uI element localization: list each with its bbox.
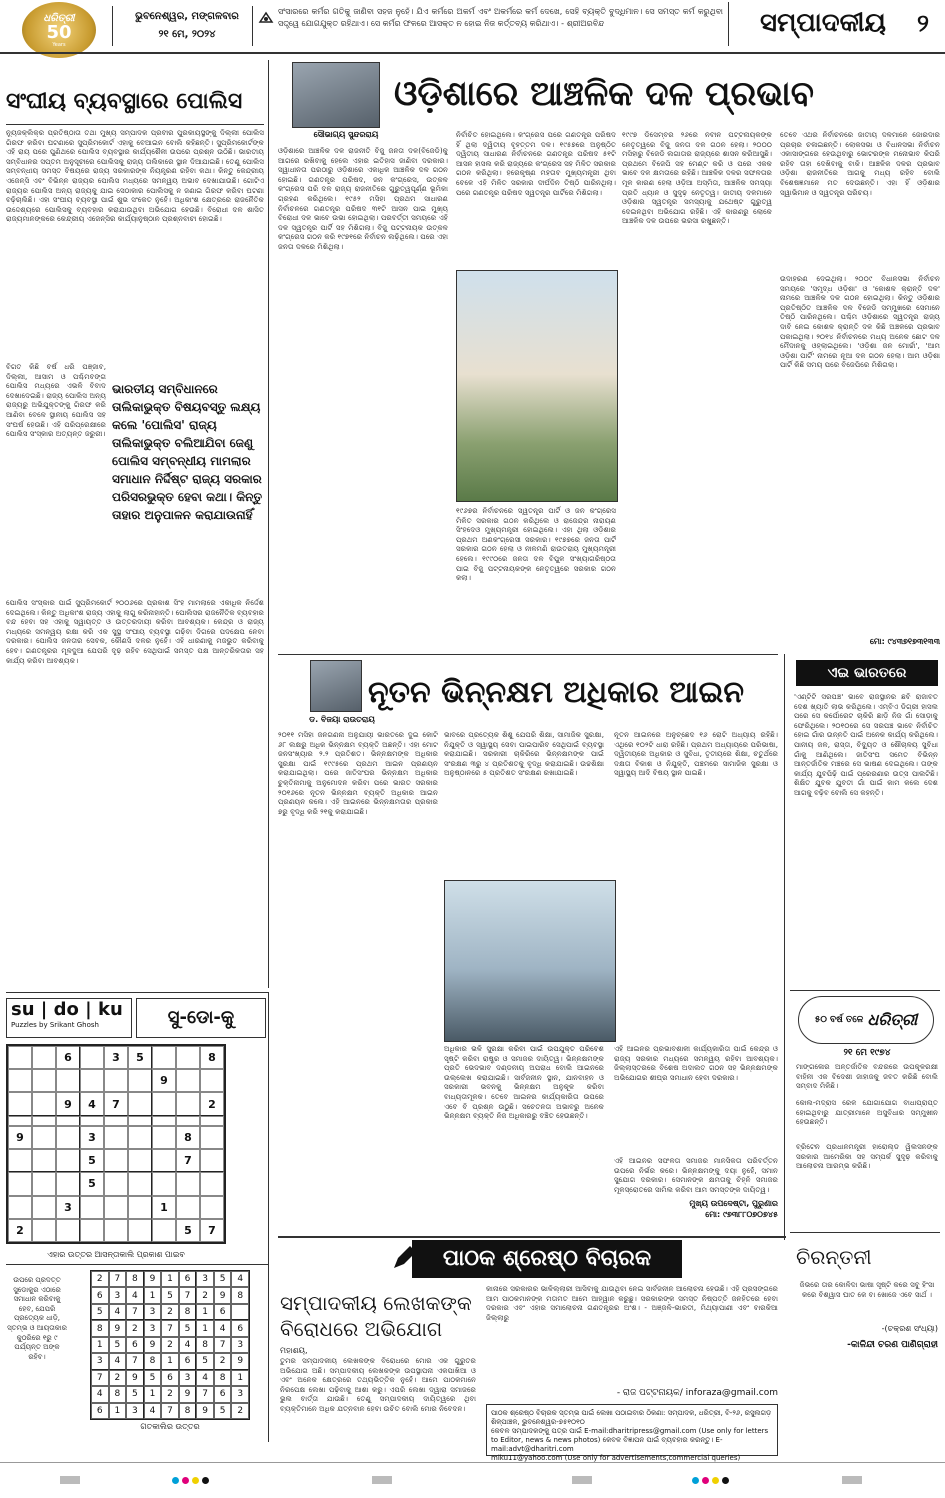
sudoku-answer-cell: 1 — [109, 1403, 127, 1419]
left-article-body3: ପୋଲିସ ସଂସ୍କାର ପାଇଁ ସୁପ୍ରିମକୋର୍ଟ ୨୦୦୬ରେ ପ୍ରକାଶ ସିଂହ ମାମଲାରେ ଏକାଧିକ ନିର୍ଦ୍ଦେଶ ଦେଇଥିଲେ। କିନ୍ତୁ ଅଧିକାଂଶ ରାଜ୍ୟ ଏହାକୁ ଲାଗୁ କରିନାହାନ୍ତି। ପୋଲିସର ରାଜନୈତିକ ବ୍ୟବହାର ବନ୍ଦ ହେବା ସହ ଏହାକୁ ସ୍ୱାୟତ୍ତ ଓ ଉତ୍ତରଦାୟୀ କରିବା ଆବଶ୍ୟକ। କେନ୍ଦ୍ର ଓ ରାଜ୍ୟ ମଧ୍ୟରେ ସମନ୍ୱୟ ରକ୍ଷା କରି ଏକ ସୁସ୍ଥ ସଂଘୀୟ ବ୍ୟବସ୍ଥା ଗଢ଼ିବା ଦିଗରେ ପଦକ୍ଷେପ ନେବା ଦରକାର। ପୋଲିସ ଜନତାର ସେବକ, କୌଣସି ଦଳର ନୁହେଁ। ଏହି ଧାରଣାକୁ ମଜଭୁତ କରିବାକୁ ହେବ। ଗଣତନ୍ତ୍ରର ମୂଳଦୁଆ ଯେପରି ଦୃଢ଼ ରହିବ ସେଥିପାଇଁ ସମସ୍ତ ପକ୍ଷ ଆନ୍ତରିକତାର ସହ କାର୍ଯ୍ୟ କରିବା ଆବଶ୍ୟକ। — [6, 598, 264, 665]
lead-article-author: ସୌଭାଗ୍ୟ ସୁନ୍ଦରରାୟ — [313, 130, 379, 139]
sudoku-answer-cell: 8 — [214, 1370, 232, 1386]
second-article-body4: ଅଧିକାର ଭଳି ସୁରକ୍ଷା କରିବା ପାଇଁ ଉପଯୁକ୍ତ ପରିବେଶ ସୃଷ୍ଟି କରିବା ରାଷ୍ଟ୍ର ଓ ସମାଜର ଦାୟିତ୍ୱ। ଭିନ୍ନକ୍ଷମଙ୍କ ପ୍ରତି ଭେଦଭାବ ଦଣ୍ଡନୀୟ ଅପରାଧ ବୋଲି ଆଇନରେ ଉଲ୍ଲେଖ କରାଯାଇଛି। ସାର୍ବଜନୀନ ସ୍ଥାନ, ଯାନବାହନ ଓ ସରକାରୀ ଭବନକୁ ଭିନ୍ନକ୍ଷମ ଅନୁକୂଳ କରିବା ବାଧ୍ୟତାମୂଳକ। ତେବେ ଆଇନର କାର୍ଯ୍ୟକାରିତା ଉପରେ ଏବେ ବି ପ୍ରଶ୍ନ ଉଠୁଛି। ସଚେତନତା ଅଭାବରୁ ଅନେକ ଭିନ୍ନକ୍ଷମ ବ୍ୟକ୍ତି ନିଜ ଅଧିକାରରୁ ବଞ୍ଚିତ ହେଉଛନ୍ତି। — [444, 1044, 604, 1121]
sudoku-answer-cell: 1 — [196, 1304, 214, 1320]
sudoku-cell — [152, 1126, 176, 1149]
sudoku-cell: 9 — [8, 1126, 32, 1149]
sudoku-answer-cell: 9 — [231, 1353, 249, 1369]
sudoku-cell — [152, 1219, 176, 1242]
sudoku-answer-cell: 8 — [144, 1353, 162, 1369]
sudoku-answer-cell: 8 — [231, 1287, 249, 1303]
sudoku-answer-cell: 5 — [144, 1370, 162, 1386]
sudoku-answer-cell: 1 — [231, 1370, 249, 1386]
sudoku-answer-cell: 4 — [126, 1287, 144, 1303]
second-article-body2: ଭାବରେ ପ୍ରତ୍ୟେକ ଶିଶୁ ଯେପରି ଶିକ୍ଷା, ସାମାଜିକ ସୁରକ୍ଷା, ନିଯୁକ୍ତି ଓ ସ୍ୱାସ୍ଥ୍ୟ ସେବା ପାଇପାରିବ ସେଥିପାଇଁ ବ୍ୟବସ୍ଥା କରାଯାଇଛି। ସରକାରୀ ଚାକିରିରେ ଭିନ୍ନକ୍ଷମଙ୍କ ପାଇଁ ସଂରକ୍ଷଣ ୩ରୁ ୪ ପ୍ରତିଶତକୁ ବୃଦ୍ଧି କରାଯାଇଛି। ଉଚ୍ଚଶିକ୍ଷା ଅନୁଷ୍ଠାନରେ ୫ ପ୍ରତିଶତ ସଂରକ୍ଷଣ ରଖାଯାଇଛି। — [444, 730, 604, 778]
sudoku-cell — [104, 1172, 128, 1195]
sudoku-cell: 8 — [176, 1126, 200, 1149]
sudoku-answer-cell — [231, 1304, 249, 1320]
sudoku-cell — [32, 1116, 56, 1126]
sudoku-subtitle: Puzzles by Srikant Ghosh — [11, 1021, 99, 1029]
sudoku-note: ଏହାର ଉତ୍ତର ଆସନ୍ତାକାଲି ପ୍ରକାଶ ପାଇବ — [47, 1250, 185, 1259]
archive-item-1: ମାଙ୍ଗଳୋର ଅନ୍ତର୍ଜାତିକ ବନ୍ଦରରେ ଉପକୂଳରକ୍ଷୀ ବାହିନୀ ଏକ ବିଦେଶୀ ଜାହାଜକୁ ଜବତ କରିଛି ବୋଲି ସମ୍ବାଦ ମିଳିଛି। — [796, 1062, 938, 1091]
sudoku-cell: 7 — [176, 1149, 200, 1172]
sudoku-answer-cell: 7 — [161, 1320, 179, 1336]
sudoku-answer-cell: 1 — [196, 1320, 214, 1336]
archive-date: ୨୧ ମେ ୧୯୭୪ — [843, 1048, 891, 1058]
left-article-headline: ସଂଘୀୟ ବ୍ୟବସ୍ଥାରେ ପୋଲିସ — [6, 89, 243, 114]
sudoku-answer-caption: ଗତକାଲିର ଉତ୍ତର — [140, 1422, 200, 1431]
readers-letter-salutation: ମହାଶୟ, — [280, 1346, 308, 1355]
daily-quote: ସଂସାରରେ କର୍ମର ଗତିକୁ ଜାଣିବା ସହଜ ନୁହେଁ। ଯିଏ କର୍ମରେ ଅକର୍ମ ଏବଂ ଅକର୍ମରେ କର୍ମ ଦେଖେ, ସେହି ବ୍ୟକ୍ତି ବୁଦ୍ଧିମାନ। ସେ ସମସ୍ତ କର୍ମ କରୁଥିବା ସତ୍ତ୍ୱେ ଯୋଗଯୁକ୍ତ ରହିଥାଏ। ସେ କର୍ମର ଫଳରେ ଆସକ୍ତ ନ ହୋଇ ନିଜ କର୍ତ୍ତବ୍ୟ କରିଥାଏ। - ଶ୍ରୀଅରବିନ୍ଦ — [278, 7, 723, 28]
sudoku-cell — [128, 1196, 152, 1219]
wheelchair-achiever-photo — [444, 880, 616, 1042]
sudoku-cell — [8, 1116, 32, 1126]
sudoku-cell — [128, 1092, 152, 1115]
sudoku-answer-cell: 5 — [196, 1353, 214, 1369]
sudoku-answer-cell: 7 — [109, 1271, 127, 1287]
archive-item-2: କୋଲ-ମଦ୍ରାସ ରେଳ ଯୋଗାଯୋଗ ବାଧାପ୍ରାପ୍ତ ହୋଇଥିବାରୁ ଯାତ୍ରୀମାନେ ଅସୁବିଧାର ସମ୍ମୁଖୀନ ହେଉଛନ୍ତି। — [796, 1098, 938, 1127]
sudoku-cell — [56, 1219, 80, 1242]
sudoku-answer-cell: 6 — [179, 1271, 197, 1287]
sudoku-cell — [152, 1116, 176, 1126]
sudoku-cell — [32, 1046, 56, 1069]
sudoku-answer-cell: 7 — [214, 1337, 232, 1353]
sudoku-answer-cell: 3 — [144, 1320, 162, 1336]
ei-bharat-body: 'ଏଣ୍ଟିଟି ସରପଞ୍ଚ' ଭାବେ ରାଜସ୍ଥାନର ଛବି ରାଜାବତ ଦେଶ ଖ୍ୟାତି ଲାଭ କରିଥିଲେ। ଏମ୍‌ବିଏ ଡିଗ୍ରୀ ହାସଲ ପରେ ସେ କର୍ପୋରେଟ ଚାକିରି ଛାଡ଼ି ନିଜ ଗାଁ ସୋଡ଼ାକୁ ଫେରିଥିଲେ। ୨୦୧୦ରେ ସେ ସରପଞ୍ଚ ଭାବେ ନିର୍ବାଚିତ ହୋଇ ଗାଁର ଉନ୍ନତି ପାଇଁ ଅନେକ କାର୍ଯ୍ୟ କରିଥିଲେ। ପାନୀୟ ଜଳ, ରାସ୍ତା, ବିଦ୍ୟୁତ ଓ ଶୌଚାଳୟ ସୁବିଧା ଗାଁକୁ ଆଣିଥିଲେ। ଜାତିସଂଘ ସମେତ ବିଭିନ୍ନ ଆନ୍ତର୍ଜାତିକ ମଞ୍ଚରେ ସେ ଭାଷଣ ଦେଇଥିଲେ। ତାଙ୍କ କାର୍ଯ୍ୟ ଯୁବପିଢ଼ି ପାଇଁ ପ୍ରେରଣାର ଉତ୍ସ ପାଲଟିଛି। ଶିକ୍ଷିତ ଯୁବକ ଯୁବତୀ ଗାଁ ପାଇଁ କାମ କଲେ ଦେଶ ଆଗକୁ ବଢ଼ିବ ବୋଲି ସେ କହନ୍ତି। — [794, 692, 938, 797]
sudoku-cell: 3 — [80, 1126, 104, 1149]
sudoku-answer-cell: 9 — [196, 1403, 214, 1419]
sudoku-title-odia: ସୁ-ଡୋ-କୁ — [136, 998, 266, 1038]
sudoku-answer-cell: 4 — [144, 1403, 162, 1419]
archive-logo — [798, 996, 934, 1044]
left-article-pullquote: ଭାରତୀୟ ସମ୍ବିଧାନରେ ତାଲିକାଭୁକ୍ତ ବିଷୟବସ୍ତୁ ଲକ୍ଷ୍ୟ କଲେ 'ପୋଲିସ' ରାଜ୍ୟ ତାଲିକାଭୁକ୍ତ ବଲିଆଯିବା ଜେଣୁ ପୋଲିସ ସମ୍ବନ୍ଧୀୟ ମାମଲାର ସମାଧାନ ନିର୍ଦ୍ଦିଷ୍ଟ ରାଜ୍ୟ ସରକାର ପରିସରଭୁକ୍ତ ହେବା କଥା। କିନ୍ତୁ ତାହାର ଅନୁପାଳନ କରାଯାଉନାହିଁ — [112, 382, 262, 522]
lead-article-body1: ଓଡ଼ିଶାରେ ଆଞ୍ଚଳିକ ଦଳ ରାଜନୀତି ବିଜୁ ଜନତା ଦଳ(ବିଜେଡି)କୁ ଆଗରେ ରଖିବାକୁ ହେଲେ ଏହାର ଇତିହାସ ଜାଣିବା ଦରକାର। ସ୍ୱାଧୀନତା ପରଠାରୁ ଓଡ଼ିଶାରେ ଏକାଧିକ ଆଞ୍ଚଳିକ ଦଳ ଗଠନ ହୋଇଛି। ଗଣତନ୍ତ୍ର ପରିଷଦ, ଜନ କଂଗ୍ରେସ, ଉତ୍କଳ କଂଗ୍ରେସ ପରି ଦଳ ରାଜ୍ୟ ରାଜନୀତିରେ ଗୁରୁତ୍ୱପୂର୍ଣ୍ଣ ଭୂମିକା ଗ୍ରହଣ କରିଥିଲେ। ୧୯୫୨ ମସିହା ପ୍ରଥମ ସାଧାରଣ ନିର୍ବାଚନରେ ଗଣତନ୍ତ୍ର ପରିଷଦ ୩୧ଟି ଆସନ ପାଇ ମୁଖ୍ୟ ବିରୋଧୀ ଦଳ ଭାବେ ଉଭା ହୋଇଥିଲା। ପରବର୍ତ୍ତୀ ସମୟରେ ଏହି ଦଳ ସ୍ୱତନ୍ତ୍ର ପାର୍ଟି ସହ ମିଶିଗଲା। ବିଜୁ ପଟ୍ଟନାୟକ ଉତ୍କଳ କଂଗ୍ରେସ ଗଠନ କରି ୧୯୭୧ରେ ନିର୍ବାଚନ ଲଢ଼ିଥିଲେ। ପରେ ଏହା ଜନତା ଦଳରେ ମିଶିଥିଲା। — [278, 146, 448, 251]
newspaper-logo — [22, 2, 108, 58]
sudoku-cell — [80, 1116, 104, 1126]
readers-contact-box — [486, 1404, 778, 1462]
sudoku-answer-cell: 4 — [179, 1337, 197, 1353]
sudoku-answer-cell: 6 — [179, 1353, 197, 1369]
ei-bharat-title: ଏଇ ଭାରତରେ — [796, 660, 938, 686]
author-photo — [292, 62, 380, 128]
sudoku-answer-cell: 2 — [126, 1320, 144, 1336]
sudoku-cell — [200, 1126, 224, 1149]
sudoku-answer-cell: 6 — [231, 1320, 249, 1336]
sudoku-cell — [56, 1149, 80, 1172]
sudoku-answer-cell: 8 — [196, 1337, 214, 1353]
sudoku-cell — [32, 1219, 56, 1242]
sudoku-cell — [56, 1116, 80, 1126]
sudoku-answer-cell: 2 — [196, 1287, 214, 1303]
sudoku-cell: 9 — [152, 1069, 176, 1092]
chirantani-source: -(ଚକ୍ରଶ ସଂଧ୍ୟା) — [881, 1324, 938, 1333]
sudoku-cell: 9 — [56, 1092, 80, 1115]
sudoku-answer-cell: 6 — [91, 1287, 109, 1303]
sudoku-cell — [176, 1196, 200, 1219]
readers-contact-ads: miku11@yahoo.com (Use only for advertisements,commercial queries) — [491, 1454, 741, 1462]
sudoku-answer-cell: 5 — [179, 1320, 197, 1336]
sudoku-answer-cell: 7 — [126, 1353, 144, 1369]
sudoku-cell: 5 — [176, 1219, 200, 1242]
sudoku-cell — [176, 1069, 200, 1092]
left-article-body2: ବିଗତ କିଛି ବର୍ଷ ଧରି ପଞ୍ଜାବ, ଦିଲ୍ଲୀ, ଆସାମ ଓ ପଶ୍ଚିମବଙ୍ଗ ପୋଲିସ ମଧ୍ୟରେ ଏଭଳି ବିବାଦ ଦେଖାଦେଇଛି। ରାଜ୍ୟ ପୋଲିସ ଅନ୍ୟ ରାଜ୍ୟରୁ ଅଭିଯୁକ୍ତଙ୍କୁ ଗିରଫ କରି ଆଣିବା ବେଳେ ସ୍ଥାନୀୟ ପୋଲିସ ସହ ସଂଘର୍ଷ ହେଉଛି। ଏହି ପରିପ୍ରେକ୍ଷୀରେ ପୋଲିସ ସଂସ୍କାର ଅତ୍ୟନ୍ତ ଜରୁରୀ। — [6, 362, 106, 439]
sudoku-cell — [200, 1149, 224, 1172]
second-article-headline: ନୂତନ ଭିନ୍ନକ୍ଷମ ଅଧିକାର ଆଇନ — [368, 675, 745, 710]
sudoku-answer-cell: 7 — [91, 1370, 109, 1386]
sudoku-cell — [8, 1092, 32, 1115]
sudoku-answer-cell: 2 — [109, 1370, 127, 1386]
sudoku-cell — [8, 1149, 32, 1172]
sudoku-answer-cell: 3 — [231, 1386, 249, 1402]
sudoku-answer-grid — [90, 1270, 250, 1420]
sudoku-cell — [8, 1172, 32, 1195]
sudoku-cell — [104, 1149, 128, 1172]
sudoku-answer-cell: 9 — [126, 1370, 144, 1386]
sudoku-cell — [152, 1172, 176, 1195]
sudoku-cell — [128, 1172, 152, 1195]
readers-banner: ପାଠକ ଶ୍ରେଷ୍ଠ ବିଚାରକ — [412, 1240, 682, 1278]
issue-place-day: ଭୁବନେଶ୍ୱର, ମଙ୍ଗଳବାର — [135, 11, 239, 22]
sudoku-cell — [80, 1069, 104, 1092]
sudoku-cell: 3 — [56, 1196, 80, 1219]
logo-name: ଧରିତ୍ରୀ — [43, 12, 75, 24]
readers-letter-title: ସମ୍ପାଦକୀୟ ଲେଖକଙ୍କ ବିରୋଧରେ ଅଭିଯୋଗ — [280, 1291, 472, 1341]
sudoku-answer-cell: 9 — [179, 1386, 197, 1402]
section-title: ସମ୍ପାଦକୀୟ — [760, 8, 886, 38]
sudoku-cell: 5 — [128, 1046, 152, 1069]
sudoku-cell — [152, 1149, 176, 1172]
sudoku-cell — [128, 1069, 152, 1092]
sudoku-answer-cell: 9 — [144, 1271, 162, 1287]
sudoku-cell — [80, 1196, 104, 1219]
sudoku-cell — [56, 1126, 80, 1149]
readers-contact-email: କେବଳ ସମ୍ପାଦକଙ୍କୁ ପତ୍ର ପାଇଁ E-mail:dharitripress@gmail.com (Use only for letters to Editor, news & news photos) କେବଳ ବିଜ୍ଞାପନ ପାଇଁ ବ୍ୟବହାର କରନ୍ତୁ। E-mail:advt@dharitri.com — [491, 1427, 769, 1453]
sudoku-cell — [152, 1046, 176, 1069]
sudoku-cell — [200, 1196, 224, 1219]
sudoku-title-en: su | do | ku — [11, 999, 123, 1020]
sudoku-answer-cell: 3 — [144, 1304, 162, 1320]
sudoku-answer-cell: 7 — [126, 1304, 144, 1320]
sudoku-answer-cell: 9 — [109, 1320, 127, 1336]
sudoku-answer-cell: 6 — [161, 1370, 179, 1386]
sudoku-answer-cell: 6 — [214, 1386, 232, 1402]
sudoku-answer-cell: 5 — [126, 1386, 144, 1402]
sudoku-cell — [32, 1149, 56, 1172]
sudoku-answer-cell: 6 — [126, 1337, 144, 1353]
sudoku-cell: 5 — [80, 1149, 104, 1172]
author-photo-2 — [310, 660, 362, 712]
sudoku-answer-cell: 8 — [91, 1320, 109, 1336]
sudoku-answer-cell: 4 — [196, 1370, 214, 1386]
sudoku-cell — [128, 1219, 152, 1242]
sudoku-answer-cell: 4 — [109, 1304, 127, 1320]
sudoku-answer-cell: 3 — [91, 1353, 109, 1369]
lead-article-headline: ଓଡ଼ିଶାରେ ଆଞ୍ଚଳିକ ଦଳ ପ୍ରଭାବ — [394, 74, 814, 114]
sudoku-cell — [32, 1172, 56, 1195]
sudoku-cell — [80, 1046, 104, 1069]
sudoku-cell — [104, 1126, 128, 1149]
sudoku-answer-cell: 9 — [144, 1337, 162, 1353]
sudoku-answer-cell: 8 — [179, 1304, 197, 1320]
sudoku-answer-cell: 8 — [179, 1403, 197, 1419]
issue-date — [122, 8, 252, 44]
assembly-building-photo — [456, 270, 618, 502]
sudoku-answer-cell: 2 — [161, 1386, 179, 1402]
sudoku-cell — [56, 1172, 80, 1195]
sudoku-answer-cell: 6 — [214, 1304, 232, 1320]
second-article-affiliation: ମୁଖ୍ୟ ଉପଦେଷ୍ଟା, ପୁରୁଣାର — [689, 1199, 778, 1208]
issue-date-value: ୨୧ ମେ, ୨୦୨୪ — [158, 29, 216, 40]
sudoku-answer-cell: 2 — [214, 1353, 232, 1369]
sudoku-answer-cell: 7 — [161, 1403, 179, 1419]
sudoku-cell — [8, 1069, 32, 1092]
sudoku-cell — [104, 1116, 128, 1126]
sudoku-cell: 3 — [104, 1046, 128, 1069]
sudoku-answer-cell: 5 — [214, 1403, 232, 1419]
sudoku-cell — [152, 1092, 176, 1115]
sudoku-cell: 7 — [200, 1219, 224, 1242]
sudoku-answer-cell: 9 — [214, 1287, 232, 1303]
sudoku-cell — [176, 1172, 200, 1195]
sudoku-answer-cell: 1 — [144, 1287, 162, 1303]
second-article-body6: ଏହି ଆଇନର ସଫଳତା ସମାଜର ମାନସିକତା ପରିବର୍ତ୍ତନ ଉପରେ ନିର୍ଭର କରେ। ଭିନ୍ନକ୍ଷମଙ୍କୁ ଦୟା ନୁହେଁ, ସମାନ ସୁଯୋଗ ଦରକାର। ସେମାନଙ୍କ କ୍ଷମତାକୁ ଚିହ୍ନି ସମାଜର ମୂଳସ୍ରୋତରେ ସାମିଲ କରିବା ଆମ ସମସ୍ତଙ୍କ ଦାୟିତ୍ୱ। — [614, 1156, 778, 1194]
sudoku-answer-cell: 2 — [91, 1271, 109, 1287]
sudoku-cell — [176, 1092, 200, 1115]
readers-letter-body2: କାନାରେ ସରକାରର ଭାଳିଲ୍ଲାରୀ ଆସିବାକୁ ଯାଉଥିବା ନେଇ ସାର୍ବଜନୀନ ଆଲୋଚନା ହେଉଛି। ଏହି ପ୍ରସଙ୍ଗରେ ଆମ ପାଠକମାନଙ୍କ ମତାମତ ଆମେ ଆହ୍ୱାନ କରୁଛୁ। ସରକାରଙ୍କ ସମସ୍ତ ନିଷ୍ପତ୍ତି ଜନହିତରେ ହେବା ଦରକାର ଏବଂ ଏହାର ସମାଲୋଚନା ଗଣତନ୍ତ୍ରର ଅଂଶ। - ଅଞ୍ଜଳି-ଭାରତୀ, ମିଥ୍ୟାପାଣୀ ଏବଂ ବାରକିଆ ଜିଲ୍ଲାରୁ — [486, 1284, 778, 1322]
sudoku-answer-cell: 7 — [196, 1386, 214, 1402]
sudoku-answer-cell: 3 — [126, 1403, 144, 1419]
sudoku-cell: 6 — [56, 1046, 80, 1069]
sudoku-answer-cell: 4 — [91, 1386, 109, 1402]
left-article-body1: ନ୍ୟୁଜକ୍ଲିକ୍‌ର ପ୍ରତିଷ୍ଠାତା ତଥା ମୁଖ୍ୟ ସମ୍ପାଦକ ପ୍ରବୀର ପୁରକାୟସ୍ଥଙ୍କୁ ଦିଲ୍ଲୀ ପୋଲିସ ଗିରଫ କରିବା ଘଟଣାରେ ସୁପ୍ରିମକୋର୍ଟ ଏହାକୁ ବେଆଇନ ବୋଲି କହିଛନ୍ତି। ସୁପ୍ରିମକୋର୍ଟଙ୍କ ଏହି ରାୟ ପରେ ପୁଣିଥରେ ପୋଲିସ ବ୍ୟବସ୍ଥାର କାର୍ଯ୍ୟଶୈଳୀ ଉପରେ ପ୍ରଶ୍ନ ଉଠିଛି। ଭାରତୀୟ ସମ୍ବିଧାନର ସପ୍ତମ ଅନୁସୂଚୀରେ ପୋଲିସକୁ ରାଜ୍ୟ ତାଲିକାରେ ସ୍ଥାନ ଦିଆଯାଇଛି। ତେଣୁ ପୋଲିସ ସମ୍ବନ୍ଧୀୟ ସମସ୍ତ ବିଷୟରେ ରାଜ୍ୟ ସରକାରଙ୍କ ନିୟନ୍ତ୍ରଣ ରହିବା କଥା। କିନ୍ତୁ କେନ୍ଦ୍ରୀୟ ଏଜେନ୍ସି ଏବଂ ବିଭିନ୍ନ ରାଜ୍ୟର ପୋଲିସ ମଧ୍ୟରେ ସମନ୍ୱୟ ଅଭାବ ଦେଖାଯାଉଛି। ଗୋଟିଏ ରାଜ୍ୟର ପୋଲିସ ଅନ୍ୟ ରାଜ୍ୟକୁ ଯାଇ ସେଠାକାର ପୋଲିସକୁ ନ ଜଣାଇ ଗିରଫ କରିବା ଘଟଣା ବଢ଼ିଚାଲିଛି। ଏହା ସଂଘୀୟ ବ୍ୟବସ୍ଥା ପାଇଁ ଶୁଭ ସଂକେତ ନୁହେଁ। ଅଧିକାଂଶ କ୍ଷେତ୍ରରେ ରାଜନୈତିକ ଉଦ୍ଦେଶ୍ୟରେ ପୋଲିସକୁ ବ୍ୟବହାର କରାଯାଉଥିବା ଅଭିଯୋଗ ହେଉଛି। ବିରୋଧୀ ଦଳ ଶାସିତ ରାଜ୍ୟମାନଙ୍କରେ କେନ୍ଦ୍ରୀୟ ଏଜେନ୍ସିର କାର୍ଯ୍ୟାନୁଷ୍ଠାନ ପ୍ରଶ୍ନବାଚୀ ହୋଇଛି। — [6, 128, 264, 224]
sudoku-cell — [200, 1172, 224, 1195]
second-article-contact: ମୋ: ୯୭୩୮୮୦୭୦୭୪୫ — [705, 1210, 778, 1219]
lead-article-body5: ତେବେ ଏଥର ନିର୍ବାଚନରେ ଜାତୀୟ ଦଳମାନେ ଜୋରଦାର ପ୍ରଚାର ଚଳାଇଛନ୍ତି। ଲୋକସଭା ଓ ବିଧାନସଭା ନିର୍ବାଚନ ଏକାସାଙ୍ଗରେ ହେଉଥିବାରୁ ଭୋଟରଙ୍କ ମନୋଭାବ କିପରି ରହିବ ତାହା ଦେଖିବାକୁ ବାକି। ଆଞ୍ଚଳିକ ଦଳର ପ୍ରଭାବ ଓଡ଼ିଶା ରାଜନୀତିରେ ଆଗକୁ ମଧ୍ୟ ରହିବ ବୋଲି ବିଶେଷଜ୍ଞମାନେ ମତ ଦେଉଛନ୍ତି। ଏହା ହିଁ ଓଡ଼ିଶାର ସ୍ୱାଭିମାନ ଓ ସ୍ୱତନ୍ତ୍ର ପରିଚୟ। — [780, 130, 940, 197]
sudoku-cell: 5 — [80, 1172, 104, 1195]
sudoku-cell — [200, 1116, 224, 1126]
second-article-body1: ୨୦୧୧ ମସିହା ଜନଗଣନା ଅନୁଯାୟୀ ଭାରତରେ ଦୁଇ କୋଟି ୬୮ ଲକ୍ଷରୁ ଅଧିକ ଭିନ୍ନକ୍ଷମ ବ୍ୟକ୍ତି ଅଛନ୍ତି। ଏହା ମୋଟ ଜନସଂଖ୍ୟାର ୨.୨ ପ୍ରତିଶତ। ଭିନ୍ନକ୍ଷମଙ୍କ ଅଧିକାର ସୁରକ୍ଷା ପାଇଁ ୧୯୯୫ରେ ପ୍ରଥମ ଆଇନ ପ୍ରଣୟନ କରାଯାଇଥିଲା। ପରେ ଜାତିସଂଘର ଭିନ୍ନକ୍ଷମ ଅଧିକାର ଚୁକ୍ତିନାମାକୁ ଅନୁମୋଦନ କରିବା ପରେ ଭାରତ ସରକାର ୨୦୧୬ରେ ନୂତନ ଭିନ୍ନକ୍ଷମ ବ୍ୟକ୍ତି ଅଧିକାର ଆଇନ ପ୍ରଣୟନ କଲେ। ଏହି ଆଇନରେ ଭିନ୍ନକ୍ଷମତାର ପ୍ରକାର ୭ରୁ ବୃଦ୍ଧି କରି ୨୧କୁ କରାଯାଇଛି। — [278, 730, 438, 816]
sudoku-cell: 8 — [200, 1046, 224, 1069]
sudoku-cell — [32, 1196, 56, 1219]
sudoku-cell — [80, 1219, 104, 1242]
sudoku-cell — [8, 1046, 32, 1069]
second-article-body5: ଏହି ଆଇନର ପ୍ରଭାବଶାଳୀ କାର୍ଯ୍ୟକାରିତା ପାଇଁ କେନ୍ଦ୍ର ଓ ରାଜ୍ୟ ସରକାର ମଧ୍ୟରେ ସମନ୍ୱୟ ରହିବା ଆବଶ୍ୟକ। ଜିଲ୍ଲାସ୍ତରରେ ବିଶେଷ ଅଦାଲତ ଗଠନ ସହ ଭିନ୍ନକ୍ଷମଙ୍କ ଅଭିଯୋଗର ଶୀଘ୍ର ସମାଧାନ ହେବା ଦରକାର। — [614, 1044, 778, 1082]
sudoku-logo — [6, 998, 132, 1038]
sudoku-cell — [104, 1219, 128, 1242]
sudoku-cell — [104, 1069, 128, 1092]
sudoku-answer-cell: 3 — [109, 1287, 127, 1303]
lamp-icon — [258, 10, 274, 26]
sudoku-answer-cell: 3 — [196, 1271, 214, 1287]
readers-letter-signoff: - ରାଜ ପଟ୍ଟନାୟକ/ inforaza@gmail.com — [616, 1388, 778, 1398]
sudoku-cell: 7 — [104, 1092, 128, 1115]
sudoku-answer-cell: 4 — [109, 1353, 127, 1369]
sudoku-cell: 2 — [200, 1092, 224, 1115]
sudoku-cell — [56, 1069, 80, 1092]
sudoku-answer-cell: 1 — [91, 1337, 109, 1353]
sudoku-answer-cell: 2 — [161, 1337, 179, 1353]
lead-article-body2: ନିର୍ବାଚିତ ହୋଇଥିଲେ। କଂଗ୍ରେସ ପରେ ଗଣତନ୍ତ୍ର ପରିଷଦ ହିଁ ଥିଲା ଦ୍ୱିତୀୟ ବୃହତ୍ତମ ଦଳ। ୧୯୫୭ରେ ଅନୁଷ୍ଠିତ ଦ୍ୱିତୀୟ ସାଧାରଣ ନିର୍ବାଚନରେ ଗଣତନ୍ତ୍ର ପରିଷଦ ୫୧ଟି ଆସନ ହାସଲ କରି ରାଜ୍ୟରେ କଂଗ୍ରେସ ସହ ମିଳିତ ସରକାର ଗଠନ କରିଥିଲା। ହରେକୃଷ୍ଣ ମହତାବ ମୁଖ୍ୟମନ୍ତ୍ରୀ ଥିବା ବେଳେ ଏହି ମିଳିତ ସରକାର ଦୀର୍ଘଦିନ ତିଷ୍ଠି ପାରିନଥିଲା। ପରେ ଗଣତନ୍ତ୍ର ପରିଷଦ ସ୍ୱତନ୍ତ୍ର ପାର୍ଟିରେ ମିଶିଗଲା। — [456, 130, 616, 197]
sudoku-answer-cell: 5 — [91, 1304, 109, 1320]
readers-contact-address: ପାଠକ ଶ୍ରେଷ୍ଠ ବିଚାରକ ସ୍ତମ୍ଭ ପାଇଁ ଲେଖା ପଠାଇବାର ଠିକଣା: ସମ୍ପାଦକ, ଧରିତ୍ରୀ, ବି-୨୬, ରସୁଲଗଡ଼ ଶିଳ୍ପାଞ୍ଚଳ, ଭୁବନେଶ୍ୱର-୭୫୧୦୧୦ — [491, 1409, 772, 1426]
sudoku-answer-cell: 5 — [161, 1287, 179, 1303]
logo-years: 50 — [46, 21, 72, 43]
sudoku-cell — [8, 1196, 32, 1219]
sudoku-answer-cell: 2 — [161, 1304, 179, 1320]
sudoku-answer-cell: 4 — [214, 1320, 232, 1336]
sudoku-cell: 2 — [8, 1219, 32, 1242]
sudoku-cell — [176, 1116, 200, 1126]
second-article-author: ଡ. ବିଜୟା ରାଉତରାୟ — [309, 715, 375, 724]
archive-logo-top: ୫୦ ବର୍ଷ ତଳେ — [814, 1015, 864, 1025]
lead-article-contact: ମୋ: ୯୪୩୭୧୭୩୧୩୩ — [869, 637, 940, 646]
archive-item-3: ବ୍ରିଟେନ ପ୍ରଧାନମନ୍ତ୍ରୀ ହାରୋଲ୍ଡ ୱିଲସନଙ୍କ ସରକାର ଆମେରିକା ସହ ସମ୍ପର୍କ ସୁଦୃଢ଼ କରିବାକୁ ଆଲୋଚନା ଆରମ୍ଭ କରିଛି। — [796, 1142, 938, 1171]
sudoku-cell — [128, 1116, 152, 1126]
sudoku-answer-cell: 7 — [179, 1287, 197, 1303]
chirantani-author: -କାଳିନ୍ଦୀ ଚରଣ ପାଣିଗ୍ରାହୀ — [847, 1340, 938, 1350]
readers-letter-body: ତୁମର ସମ୍ପାଦକୀୟ ଲେଖକଙ୍କ ବିରୋଧରେ ମୋର ଏକ ଗୁରୁତର ଅଭିଯୋଗ ଅଛି। ସମ୍ପାଦକୀୟ ଲେଖକଙ୍କ ଉପସ୍ଥାପନା ଏକପାଖିଆ ଓ ଏବଂ ଅନେକ କ୍ଷେତ୍ରରେ ତଥ୍ୟଭିତ୍ତିକ ନୁହେଁ। ଆମେ ପାଠକମାନେ ନିରପେକ୍ଷ ଲେଖା ପଢ଼ିବାକୁ ଆଶା କରୁ। ଏପରି ଲେଖା ଦ୍ୱାରା ସମାଜରେ ଭୁଲ ବାର୍ତ୍ତା ଯାଉଛି। ତେଣୁ ସମ୍ପାଦକୀୟ ଦାୟିତ୍ୱରେ ଥିବା ବ୍ୟକ୍ତିମାନେ ଅଧିକ ଯତ୍ନବାନ ହେବା ଉଚିତ ବୋଲି ମୋର ନିବେଦନ। — [280, 1356, 476, 1413]
sudoku-cell — [128, 1149, 152, 1172]
sudoku-answer-cell: 2 — [231, 1403, 249, 1419]
page-number: ୨ — [917, 9, 929, 37]
sudoku-cell: 4 — [80, 1092, 104, 1115]
sudoku-cell — [32, 1069, 56, 1092]
chirantani-poem: ଜିଭରେ ତାର କୋଳିଦା ଭାଷା ସୃଷ୍ଟି କରେ ସବୁ ହିଂସା କରେ ବିଶ୍ୱାସ ଘାତ କେ ବା ଖୋଜେ ଏବେ ସାର୍ଥ । — [799, 1280, 935, 1299]
second-article-body3: ନୂତନ ଆଇନରେ ଅନୁଚ୍ଛେଦ ୧୬ ରୋଟି ଅଧ୍ୟାୟ ରହିଛି। ଏଥିରେ ୧୦୨ଟି ଧାରା ରହିଛି। ପ୍ରଥମ ଅଧ୍ୟାୟରେ ପରିଭାଷା, ଦ୍ୱିତୀୟରେ ଅଧିକାର ଓ ସୁବିଧା, ତୃତୀୟରେ ଶିକ୍ଷା, ଚତୁର୍ଥରେ ଦକ୍ଷତା ବିକାଶ ଓ ନିଯୁକ୍ତି, ପଞ୍ଚମରେ ସାମାଜିକ ସୁରକ୍ଷା ଓ ସ୍ୱାସ୍ଥ୍ୟ ଆଦି ବିଷୟ ସ୍ଥାନ ପାଇଛି। — [614, 730, 778, 778]
chirantani-title: ଚିରନ୍ତନୀ — [796, 1245, 872, 1269]
sudoku-cell — [32, 1126, 56, 1149]
sudoku-answer-cell: 5 — [109, 1337, 127, 1353]
sudoku-cell — [128, 1126, 152, 1149]
sudoku-answer-cell: 4 — [231, 1271, 249, 1287]
archive-logo-name: ଧରିତ୍ରୀ — [867, 1010, 918, 1029]
sudoku-answer-label: ଉପରେ ପ୍ରଦତ୍ତ ସୁଡୋକୁର ଏଠାରେ ସମାଧାନ କରିବାକୁ ହେବ, ଯେପରି ପ୍ରତ୍ୟେକ ଧାଡ଼ି, ସ୍ତମ୍ଭ ଓ ଆୟତାକାର କୁଠରିରେ ୧ରୁ ୯ ପର୍ଯ୍ୟନ୍ତ ଅଙ୍କ ରହିବ। — [7, 1276, 67, 1361]
logo-years-label: Years — [52, 41, 66, 48]
sudoku-cell — [176, 1046, 200, 1069]
sudoku-answer-cell: 1 — [161, 1271, 179, 1287]
sudoku-cell: 1 — [152, 1196, 176, 1219]
lead-article-body4: ୧୯୯୭ ଡିସେମ୍ବର ୨୬ରେ ନବୀନ ପଟ୍ଟନାୟକଙ୍କ ନେତୃତ୍ୱରେ ବିଜୁ ଜନତା ଦଳ ଗଠନ ହେଲା। ୨୦୦୦ ମସିହାରୁ ବିଜେଡି ଲଗାତାର ରାଜ୍ୟରେ ଶାସନ କରିଆସୁଛି। ପ୍ରଥମେ ବିଜେପି ସହ ମେଣ୍ଟ କରି ଓ ପରେ ଏକକ ଭାବେ ଦଳ କ୍ଷମତାରେ ରହିଛି। ଆଞ୍ଚଳିକ ଦଳର ସଫଳତାର ମୂଳ କାରଣ ହେଲା ଓଡ଼ିଆ ଅସ୍ମିତା, ଆଞ୍ଚଳିକ ସମସ୍ୟା ପ୍ରତି ଧ୍ୟାନ ଓ ସୁଦୃଢ଼ ନେତୃତ୍ୱ। ଜାତୀୟ ଦଳମାନେ ଓଡ଼ିଶାର ସ୍ୱତନ୍ତ୍ର ସମସ୍ୟାକୁ ଯଥେଷ୍ଟ ଗୁରୁତ୍ୱ ଦେଇନଥିବା ଅଭିଯୋଗ ରହିଛି। ଏହି କାରଣରୁ ଲୋକେ ଆଞ୍ଚଳିକ ଦଳ ଉପରେ ଭରସା ରଖୁଛନ୍ତି। — [622, 130, 772, 226]
sudoku-cell — [32, 1092, 56, 1115]
sudoku-cell — [104, 1196, 128, 1219]
lead-article-body3: ୧୯୬୭ର ନିର୍ବାଚନରେ ସ୍ୱତନ୍ତ୍ର ପାର୍ଟି ଓ ଜନ କଂଗ୍ରେସ ମିଳିତ ସରକାର ଗଠନ କରିଥିଲେ ଓ ରାଜେନ୍ଦ୍ର ନାରାୟଣ ସିଂହଦେଓ ମୁଖ୍ୟମନ୍ତ୍ରୀ ହୋଇଥିଲେ। ଏହା ଥିଲା ଓଡ଼ିଶାର ପ୍ରଥମ ଅଣକଂଗ୍ରେସୀ ସରକାର। ୧୯୭୭ରେ ଜନତା ପାର୍ଟି ସରକାର ଗଠନ ହେଲା ଓ ନୀଳମଣି ରାଉତରାୟ ମୁଖ୍ୟମନ୍ତ୍ରୀ ହେଲେ। ୧୯୯୦ରେ ଜନତା ଦଳ ବିପୁଳ ସଂଖ୍ୟାଗରିଷ୍ଠତା ପାଇ ବିଜୁ ପଟ୍ଟନାୟକଙ୍କ ନେତୃତ୍ୱରେ ସରକାର ଗଠନ କଲା। — [456, 506, 616, 583]
sudoku-answer-cell: 8 — [126, 1271, 144, 1287]
sudoku-cell — [200, 1069, 224, 1092]
sudoku-puzzle-grid — [6, 1044, 226, 1244]
sudoku-answer-cell: 5 — [214, 1271, 232, 1287]
sudoku-answer-cell: 6 — [91, 1403, 109, 1419]
sudoku-answer-cell: 3 — [231, 1337, 249, 1353]
sudoku-answer-cell: 8 — [109, 1386, 127, 1402]
right-column-top-body: ଉଦାହରଣ ଦେଇଥିଲା। ୨୦୦୯ ବିଧାନସଭା ନିର୍ବାଚନ ସମୟରେ 'ସମୃଦ୍ଧ ଓଡ଼ିଶା' ଓ 'କୋଶଳ କ୍ରାନ୍ତି ଦଳ' ନାମରେ ଆଞ୍ଚଳିକ ଦଳ ଗଠନ ହୋଇଥିଲା। କିନ୍ତୁ ଓଡ଼ିଶାର ପ୍ରତିଷ୍ଠିତ ଆଞ୍ଚଳିକ ଦଳ ବିଜେଡି ସମ୍ମୁଖରେ ସେମାନେ ତିଷ୍ଠି ପାରିନଥିଲେ। ପଶ୍ଚିମ ଓଡ଼ିଶାରେ ସ୍ୱତନ୍ତ୍ର ରାଜ୍ୟ ଦାବି ନେଇ କୋଶଳ କ୍ରାନ୍ତି ଦଳ କିଛି ଅଞ୍ଚଳରେ ପ୍ରଭାବ ପକାଇଥିଲା। ୨୦୧୪ ନିର୍ବାଚନରେ ମଧ୍ୟ ଅନେକ ଛୋଟ ଦଳ ମୈଦାନକୁ ଓହ୍ଲାଇଥିଲେ। 'ଓଡ଼ିଶା ଜନ ମୋର୍ଚ୍ଚା', 'ଆମ ଓଡ଼ିଶା ପାର୍ଟି' ନାମରେ ନୂଆ ଦଳ ଗଠନ ହେଲା। ଆମ ଓଡ଼ିଶା ପାର୍ଟି କିଛି ସମୟ ପରେ ବିଜେପିରେ ମିଶିଗଲା। — [780, 274, 940, 370]
sudoku-answer-cell: 3 — [179, 1370, 197, 1386]
sudoku-answer-cell: 1 — [144, 1386, 162, 1402]
sudoku-answer-cell: 1 — [161, 1353, 179, 1369]
